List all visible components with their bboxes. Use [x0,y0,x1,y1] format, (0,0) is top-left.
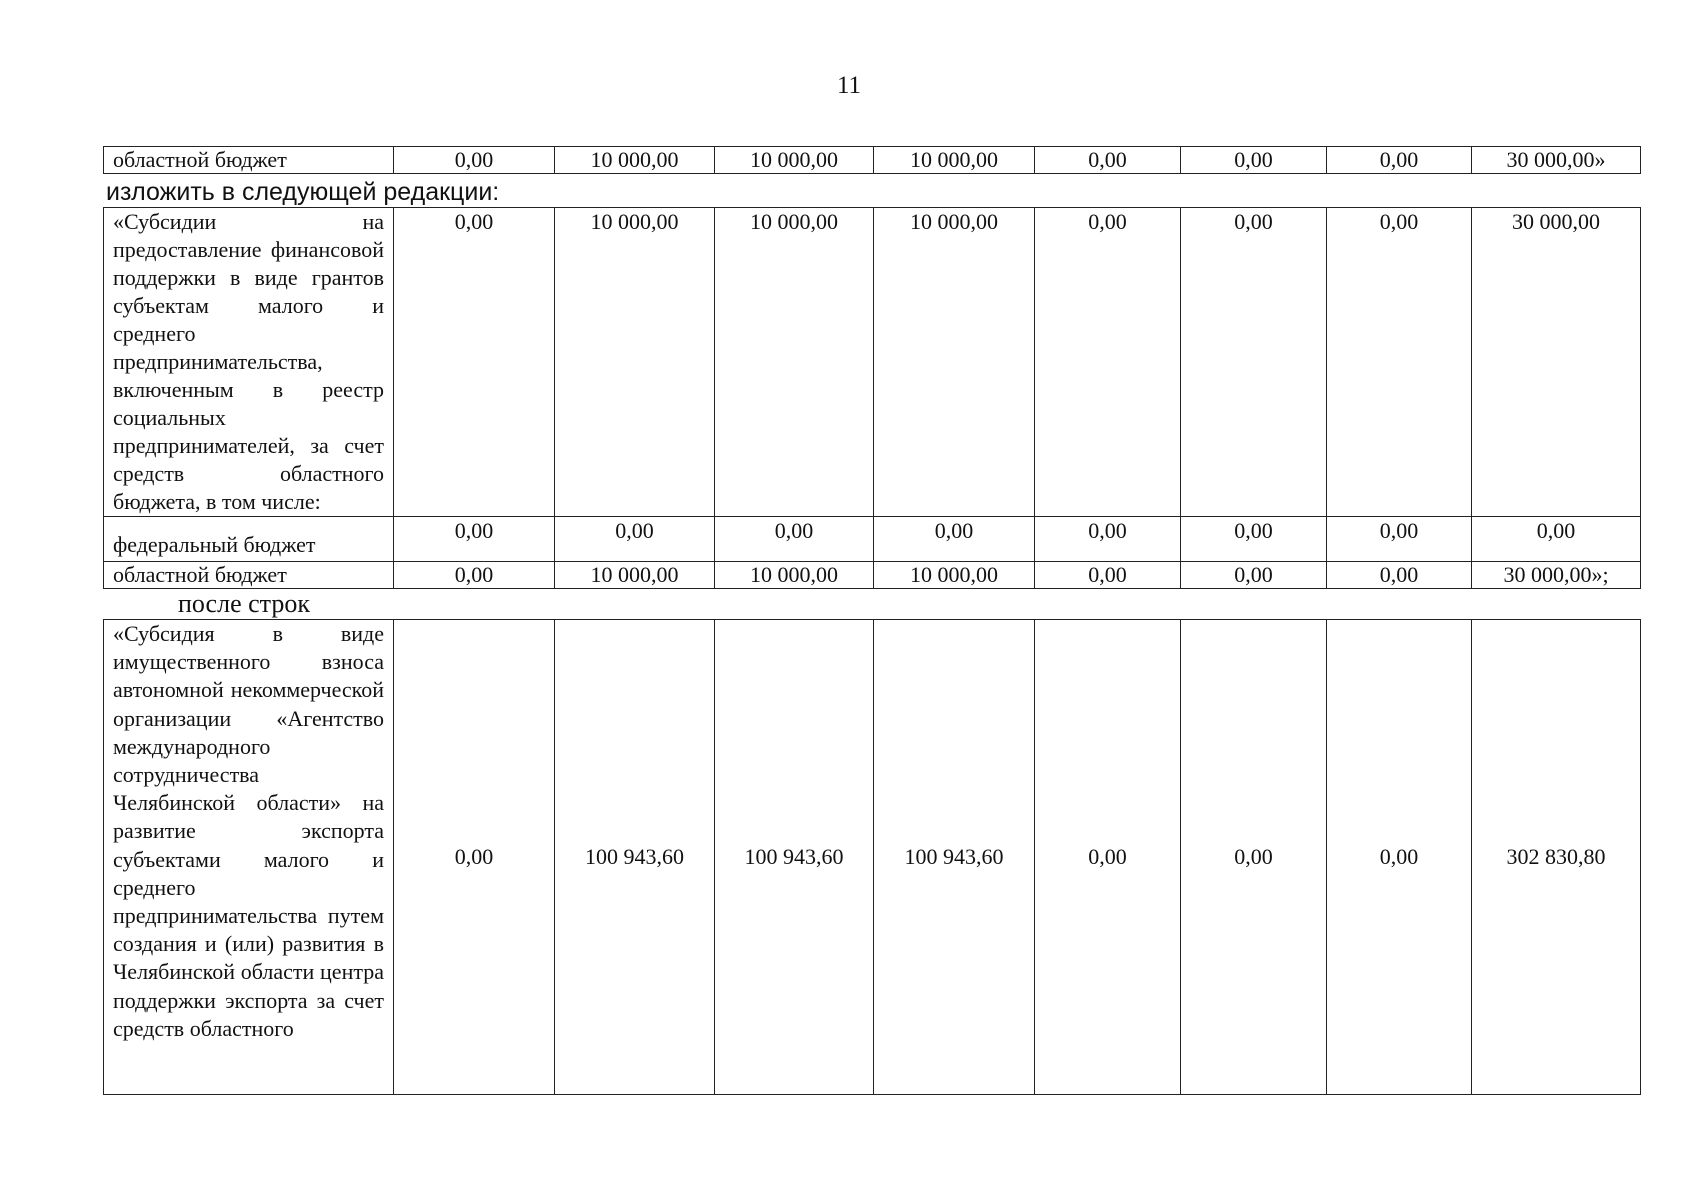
value-cell: 0,00 [715,517,874,562]
value-cell: 0,00 [874,517,1035,562]
row-name: «Субсидия в виде имущественного взноса автономной некоммерческой организации «Агентство международного сотрудничества Челябинской области» на развитие экспорта субъектами малого и среднего предпринимательства путем создания и (или) развития в Челябинской области центра поддержки экспорта за счет средств областного [104,620,394,1095]
table-row [104,517,1641,562]
value-cell: 30 000,00» [1472,147,1641,174]
value-cell: 0,00 [1327,517,1472,562]
page-number: 11 [836,72,862,99]
value-cell: 0,00 [1327,208,1472,517]
value-cell: 0,00 [394,517,555,562]
budget-table-after [103,619,1641,1095]
budget-table-new-wording [103,207,1641,589]
value-cell: 10 000,00 [555,562,715,589]
instruction-replace: изложить в следующей редакции: [106,178,500,206]
table-row [104,620,1641,1095]
table-row [104,208,1641,517]
row-name: «Субсидии на предоставление финансовой поддержки в виде грантов субъектам малого и среднего предпринимательства, включенным в реестр социальных предпринимателей, за счет средств областного бюджета, в том числе: [104,208,394,517]
value-cell: 0,00 [1327,620,1472,1095]
row-name: областной бюджет [104,147,394,174]
row-name: областной бюджет [104,562,394,589]
budget-table-previous [103,146,1641,174]
value-cell: 10 000,00 [715,562,874,589]
value-cell: 10 000,00 [555,208,715,517]
value-cell: 100 943,60 [874,620,1035,1095]
row-name: федеральный бюджет [104,517,394,562]
value-cell: 0,00 [555,517,715,562]
value-cell: 0,00 [394,147,555,174]
value-cell: 0,00 [1327,147,1472,174]
value-cell: 10 000,00 [715,147,874,174]
value-cell: 30 000,00 [1472,208,1641,517]
value-cell: 0,00 [394,562,555,589]
value-cell: 100 943,60 [555,620,715,1095]
value-cell: 0,00 [1181,147,1327,174]
value-cell: 10 000,00 [555,147,715,174]
value-cell: 100 943,60 [715,620,874,1095]
value-cell: 0,00 [1035,208,1181,517]
value-cell: 0,00 [394,620,555,1095]
table-row [104,562,1641,589]
instruction-after-rows: после строк [178,589,310,618]
value-cell: 0,00 [1472,517,1641,562]
value-cell: 0,00 [1035,562,1181,589]
value-cell: 302 830,80 [1472,620,1641,1095]
value-cell: 0,00 [1181,208,1327,517]
value-cell: 30 000,00»; [1472,562,1641,589]
value-cell: 0,00 [1181,562,1327,589]
value-cell: 10 000,00 [874,208,1035,517]
value-cell: 0,00 [1035,620,1181,1095]
table-row [104,147,1641,174]
value-cell: 0,00 [1181,620,1327,1095]
value-cell: 0,00 [1035,147,1181,174]
value-cell: 0,00 [1181,517,1327,562]
value-cell: 10 000,00 [874,562,1035,589]
value-cell: 10 000,00 [715,208,874,517]
value-cell: 0,00 [394,208,555,517]
value-cell: 10 000,00 [874,147,1035,174]
value-cell: 0,00 [1327,562,1472,589]
value-cell: 0,00 [1035,517,1181,562]
